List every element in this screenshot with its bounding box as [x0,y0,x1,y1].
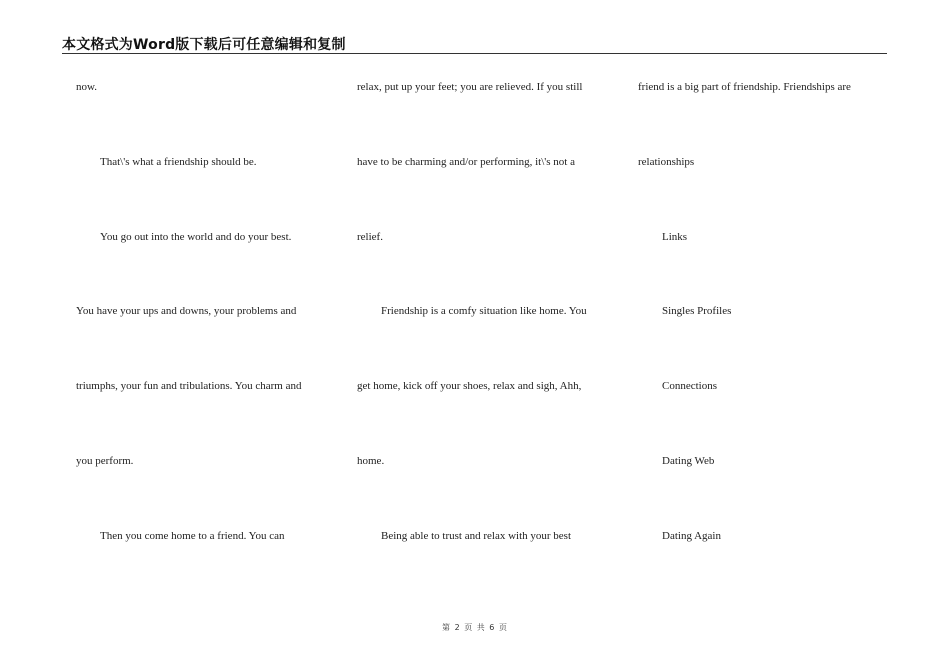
link-item-dating-web: Dating Web [662,455,715,467]
text-line: now. [76,81,97,93]
text-line: relationships [638,156,695,168]
text-line: you perform. [76,455,134,467]
text-line: relax, put up your feet; you are relieved. If you still [357,81,583,93]
link-item-dating-again: Dating Again [662,530,721,542]
text-line: Being able to trust and relax with your best [381,530,572,542]
text-line: friend is a big part of friendship. Friendships are [638,81,851,93]
text-line: You go out into the world and do your best. [100,231,292,243]
text-line: You have your ups and downs, your problems and [76,305,297,317]
text-line: Friendship is a comfy situation like home. You [381,305,587,317]
text-column-2 [357,0,617,600]
document-header-title: 本文格式为Word版下载后可任意编辑和复制 [62,37,346,53]
text-column-1 [76,0,336,600]
text-line: relief. [357,231,383,243]
text-line: home. [357,455,385,467]
text-line: have to be charming and/or performing, it\'s not a [357,156,575,168]
text-line: That\'s what a friendship should be. [100,156,257,168]
text-line: get home, kick off your shoes, relax and sigh, Ahh, [357,380,582,392]
link-item-singles-profiles: Singles Profiles [662,305,732,317]
page-number-footer: 第 2 页 共 6 页 [442,623,508,632]
text-line: triumphs, your fun and tribulations. You charm and [76,380,302,392]
link-item-connections: Connections [662,380,717,392]
text-column-3 [638,0,898,600]
text-line: Then you come home to a friend. You can [100,530,285,542]
link-item-links: Links [662,231,688,243]
